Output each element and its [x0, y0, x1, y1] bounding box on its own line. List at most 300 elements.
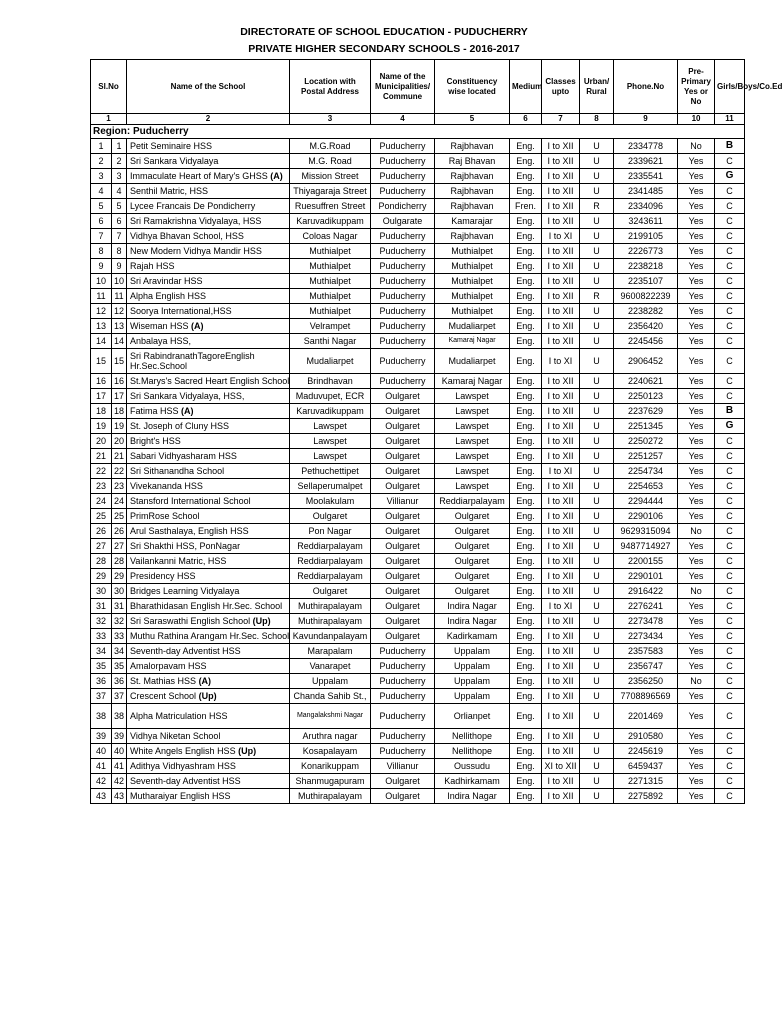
- school-name-cell: [127, 569, 290, 584]
- classes-cell: I to XII: [542, 419, 580, 434]
- school-number-cell: 20: [112, 434, 127, 449]
- pre-primary-cell: Yes: [678, 259, 715, 274]
- urban-rural-cell: U: [580, 479, 614, 494]
- constituency-cell: Muthialpet: [435, 304, 510, 319]
- school-number-cell: 12: [112, 304, 127, 319]
- medium-cell: Eng.: [510, 789, 542, 804]
- school-number-cell: 40: [112, 744, 127, 759]
- phone-cell: 2271315: [614, 774, 678, 789]
- medium-cell: Eng.: [510, 509, 542, 524]
- pre-primary-cell: Yes: [678, 304, 715, 319]
- school-name-cell: [127, 259, 290, 274]
- location-cell: Muthialpet: [290, 289, 371, 304]
- pre-primary-cell: Yes: [678, 274, 715, 289]
- phone-cell: 2240621: [614, 374, 678, 389]
- school-number-cell: 42: [112, 774, 127, 789]
- school-tag: (A): [181, 406, 194, 416]
- constituency-cell: Mudaliarpet: [435, 349, 510, 374]
- school-number-cell: 27: [112, 539, 127, 554]
- school-name-cell: [127, 229, 290, 244]
- classes-cell: I to XII: [542, 729, 580, 744]
- gender-type-cell: B: [715, 404, 745, 419]
- gender-type-cell: B: [715, 139, 745, 154]
- table-row: [91, 319, 745, 334]
- school-tag: (A): [191, 321, 204, 331]
- location-cell: Kosapalayam: [290, 744, 371, 759]
- school-name-cell: [127, 629, 290, 644]
- school-name-cell: [127, 554, 290, 569]
- school-name-cell: [127, 509, 290, 524]
- classes-cell: I to XII: [542, 259, 580, 274]
- gender-type-cell: C: [715, 614, 745, 629]
- urban-rural-cell: U: [580, 524, 614, 539]
- pre-primary-cell: Yes: [678, 464, 715, 479]
- serial-number-cell: 7: [91, 229, 112, 244]
- location-cell: Muthialpet: [290, 259, 371, 274]
- table-row: [91, 229, 745, 244]
- serial-number-cell: 30: [91, 584, 112, 599]
- constituency-cell: Oussudu: [435, 759, 510, 774]
- pre-primary-cell: Yes: [678, 154, 715, 169]
- school-name-cell: [127, 729, 290, 744]
- gender-type-cell: C: [715, 644, 745, 659]
- urban-rural-cell: R: [580, 199, 614, 214]
- urban-rural-cell: U: [580, 729, 614, 744]
- classes-cell: I to XII: [542, 374, 580, 389]
- school-name-cell: [127, 199, 290, 214]
- school-name-cell: [127, 139, 290, 154]
- school-number-cell: 3: [112, 169, 127, 184]
- table-row: [91, 759, 745, 774]
- urban-rural-cell: U: [580, 419, 614, 434]
- column-number: 5: [435, 114, 510, 125]
- table-row: [91, 199, 745, 214]
- serial-number-cell: 9: [91, 259, 112, 274]
- column-number: 11: [715, 114, 745, 125]
- table-row: [91, 404, 745, 419]
- municipality-cell: Oulgaret: [371, 419, 435, 434]
- pre-primary-cell: Yes: [678, 349, 715, 374]
- gender-type-cell: C: [715, 349, 745, 374]
- phone-cell: 2254653: [614, 479, 678, 494]
- column-number: 6: [510, 114, 542, 125]
- gender-type-cell: C: [715, 539, 745, 554]
- serial-number-cell: 13: [91, 319, 112, 334]
- table-row: [91, 524, 745, 539]
- location-cell: Santhi Nagar: [290, 334, 371, 349]
- medium-cell: Eng.: [510, 449, 542, 464]
- classes-cell: I to XII: [542, 629, 580, 644]
- table-row: [91, 154, 745, 169]
- school-name-text: Sri Saraswathi English School: [130, 616, 251, 626]
- urban-rural-cell: U: [580, 704, 614, 729]
- gender-type-cell: C: [715, 744, 745, 759]
- medium-cell: Eng.: [510, 169, 542, 184]
- school-name-cell: [127, 599, 290, 614]
- constituency-cell: Muthialpet: [435, 289, 510, 304]
- serial-number-cell: 12: [91, 304, 112, 319]
- column-number-row: [91, 114, 745, 125]
- municipality-cell: Puducherry: [371, 374, 435, 389]
- table-row: [91, 509, 745, 524]
- phone-cell: 2226773: [614, 244, 678, 259]
- school-name-text: Lycee Francais De Pondicherry: [130, 201, 256, 211]
- school-name-cell: [127, 774, 290, 789]
- table-row: [91, 774, 745, 789]
- school-name-text: Arul Sasthalaya, English HSS: [130, 526, 249, 536]
- school-name-text: Sri Sankara Vidyalaya, HSS,: [130, 391, 245, 401]
- municipality-cell: Oulgaret: [371, 569, 435, 584]
- medium-cell: Eng.: [510, 524, 542, 539]
- location-cell: Uppalam: [290, 674, 371, 689]
- constituency-cell: Kamaraj Nagar: [435, 374, 510, 389]
- location-cell: Oulgaret: [290, 509, 371, 524]
- location-cell: Chanda Sahib St.,: [290, 689, 371, 704]
- urban-rural-cell: U: [580, 389, 614, 404]
- column-number: 8: [580, 114, 614, 125]
- school-name-text: Seventh-day Adventist HSS: [130, 776, 241, 786]
- location-cell: Sellaperumalpet: [290, 479, 371, 494]
- school-number-cell: 6: [112, 214, 127, 229]
- constituency-cell: Kadhirkamam: [435, 774, 510, 789]
- serial-number-cell: 24: [91, 494, 112, 509]
- classes-cell: I to XII: [542, 214, 580, 229]
- header-location: Location with Postal Address: [290, 60, 371, 114]
- gender-type-cell: C: [715, 229, 745, 244]
- medium-cell: Eng.: [510, 674, 542, 689]
- urban-rural-cell: U: [580, 154, 614, 169]
- constituency-cell: Rajbhavan: [435, 169, 510, 184]
- table-row: [91, 334, 745, 349]
- gender-type-cell: C: [715, 244, 745, 259]
- school-number-cell: 43: [112, 789, 127, 804]
- region-row: [91, 125, 745, 139]
- constituency-cell: Rajbhavan: [435, 139, 510, 154]
- medium-cell: Eng.: [510, 304, 542, 319]
- location-cell: Karuvadikuppam: [290, 214, 371, 229]
- phone-cell: 2357583: [614, 644, 678, 659]
- municipality-cell: Oulgaret: [371, 404, 435, 419]
- school-name-cell: [127, 404, 290, 419]
- urban-rural-cell: U: [580, 644, 614, 659]
- municipality-cell: Oulgaret: [371, 584, 435, 599]
- school-name-text: Alpha English HSS: [130, 291, 207, 301]
- location-cell: Oulgaret: [290, 584, 371, 599]
- location-cell: Reddiarpalayam: [290, 569, 371, 584]
- serial-number-cell: 21: [91, 449, 112, 464]
- school-number-cell: 37: [112, 689, 127, 704]
- pre-primary-cell: Yes: [678, 184, 715, 199]
- table-row: [91, 374, 745, 389]
- pre-primary-cell: Yes: [678, 169, 715, 184]
- location-cell: Pethuchettipet: [290, 464, 371, 479]
- school-number-cell: 22: [112, 464, 127, 479]
- serial-number-cell: 2: [91, 154, 112, 169]
- school-name-cell: [127, 319, 290, 334]
- constituency-cell: Mudaliarpet: [435, 319, 510, 334]
- pre-primary-cell: Yes: [678, 434, 715, 449]
- school-name-cell: [127, 349, 290, 374]
- school-number-cell: 24: [112, 494, 127, 509]
- table-row: [91, 304, 745, 319]
- classes-cell: I to XII: [542, 154, 580, 169]
- medium-cell: Eng.: [510, 599, 542, 614]
- school-name-text: Rajah HSS: [130, 261, 175, 271]
- pre-primary-cell: Yes: [678, 289, 715, 304]
- classes-cell: I to XII: [542, 584, 580, 599]
- table-row: [91, 659, 745, 674]
- medium-cell: Fren.: [510, 199, 542, 214]
- serial-number-cell: 37: [91, 689, 112, 704]
- urban-rural-cell: U: [580, 334, 614, 349]
- school-name-text: Vivekananda HSS: [130, 481, 203, 491]
- medium-cell: Eng.: [510, 389, 542, 404]
- classes-cell: I to XII: [542, 479, 580, 494]
- gender-type-cell: C: [715, 319, 745, 334]
- classes-cell: I to XI: [542, 464, 580, 479]
- location-cell: Muthialpet: [290, 244, 371, 259]
- serial-number-cell: 33: [91, 629, 112, 644]
- school-name-cell: [127, 704, 290, 729]
- medium-cell: Eng.: [510, 774, 542, 789]
- serial-number-cell: 39: [91, 729, 112, 744]
- location-cell: Lawspet: [290, 419, 371, 434]
- school-name-text: Adithya Vidhyashram HSS: [130, 761, 236, 771]
- school-name-cell: [127, 689, 290, 704]
- phone-cell: 2356420: [614, 319, 678, 334]
- pre-primary-cell: No: [678, 139, 715, 154]
- school-number-cell: 5: [112, 199, 127, 214]
- school-number-cell: 10: [112, 274, 127, 289]
- location-cell: Moolakulam: [290, 494, 371, 509]
- location-cell: Mangalakshmi Nagar: [290, 704, 371, 729]
- pre-primary-cell: No: [678, 674, 715, 689]
- medium-cell: Eng.: [510, 644, 542, 659]
- table-row: [91, 629, 745, 644]
- school-name-cell: [127, 184, 290, 199]
- pre-primary-cell: Yes: [678, 319, 715, 334]
- constituency-cell: Lawspet: [435, 419, 510, 434]
- school-tag: (A): [198, 676, 212, 686]
- phone-cell: 2254734: [614, 464, 678, 479]
- school-name-text: Seventh-day Adventist HSS: [130, 646, 241, 656]
- municipality-cell: Oulgaret: [371, 389, 435, 404]
- gender-type-cell: G: [715, 169, 745, 184]
- serial-number-cell: 26: [91, 524, 112, 539]
- document-title: DIRECTORATE OF SCHOOL EDUCATION - PUDUCHERRY: [240, 26, 528, 38]
- school-name-cell: [127, 789, 290, 804]
- column-number: 2: [127, 114, 290, 125]
- constituency-cell: Nellithope: [435, 744, 510, 759]
- classes-cell: I to XII: [542, 319, 580, 334]
- serial-number-cell: 36: [91, 674, 112, 689]
- location-cell: Muthirapalayam: [290, 599, 371, 614]
- constituency-cell: Lawspet: [435, 479, 510, 494]
- gender-type-cell: C: [715, 374, 745, 389]
- urban-rural-cell: U: [580, 319, 614, 334]
- school-number-cell: 26: [112, 524, 127, 539]
- school-number-cell: 35: [112, 659, 127, 674]
- gender-type-cell: C: [715, 184, 745, 199]
- gender-type-cell: C: [715, 389, 745, 404]
- medium-cell: Eng.: [510, 479, 542, 494]
- classes-cell: I to XII: [542, 494, 580, 509]
- constituency-cell: Nellithope: [435, 729, 510, 744]
- table-row: [91, 214, 745, 229]
- school-number-cell: 31: [112, 599, 127, 614]
- location-cell: Lawspet: [290, 434, 371, 449]
- urban-rural-cell: U: [580, 789, 614, 804]
- urban-rural-cell: U: [580, 374, 614, 389]
- table-row: [91, 569, 745, 584]
- medium-cell: Eng.: [510, 434, 542, 449]
- gender-type-cell: C: [715, 569, 745, 584]
- serial-number-cell: 18: [91, 404, 112, 419]
- gender-type-cell: C: [715, 434, 745, 449]
- location-cell: Mission Street: [290, 169, 371, 184]
- constituency-cell: Lawspet: [435, 404, 510, 419]
- header-school-name: Name of the School: [127, 60, 290, 114]
- urban-rural-cell: U: [580, 349, 614, 374]
- school-number-cell: 15: [112, 349, 127, 374]
- school-name-text: Stansford International School: [130, 496, 251, 506]
- pre-primary-cell: Yes: [678, 539, 715, 554]
- header-classes: Classes upto: [542, 60, 580, 114]
- school-number-cell: 34: [112, 644, 127, 659]
- constituency-cell: Uppalam: [435, 644, 510, 659]
- table-row: [91, 419, 745, 434]
- school-name-text: PrimRose School: [130, 511, 200, 521]
- school-name-text: Immaculate Heart of Mary's GHSS: [130, 171, 268, 181]
- gender-type-cell: C: [715, 334, 745, 349]
- medium-cell: Eng.: [510, 319, 542, 334]
- pre-primary-cell: Yes: [678, 554, 715, 569]
- school-name-text: Amalorpavam HSS: [130, 661, 207, 671]
- urban-rural-cell: U: [580, 659, 614, 674]
- table-row: [91, 139, 745, 154]
- constituency-cell: Kamarajar: [435, 214, 510, 229]
- municipality-cell: Puducherry: [371, 304, 435, 319]
- phone-cell: 2335541: [614, 169, 678, 184]
- pre-primary-cell: Yes: [678, 659, 715, 674]
- pre-primary-cell: Yes: [678, 614, 715, 629]
- medium-cell: Eng.: [510, 184, 542, 199]
- municipality-cell: Oulgaret: [371, 614, 435, 629]
- school-number-cell: 36: [112, 674, 127, 689]
- table-row: [91, 464, 745, 479]
- urban-rural-cell: U: [580, 774, 614, 789]
- location-cell: M.G. Road: [290, 154, 371, 169]
- school-name-cell: [127, 524, 290, 539]
- school-number-cell: 2: [112, 154, 127, 169]
- serial-number-cell: 41: [91, 759, 112, 774]
- serial-number-cell: 43: [91, 789, 112, 804]
- school-name-text: Bridges Learning Vidyalaya: [130, 586, 240, 596]
- phone-cell: 2251345: [614, 419, 678, 434]
- school-tag: (A): [270, 171, 283, 181]
- municipality-cell: Puducherry: [371, 154, 435, 169]
- constituency-cell: Oulgaret: [435, 539, 510, 554]
- constituency-cell: Oulgaret: [435, 569, 510, 584]
- school-number-cell: 38: [112, 704, 127, 729]
- school-number-cell: 39: [112, 729, 127, 744]
- location-cell: Shanmugapuram: [290, 774, 371, 789]
- serial-number-cell: 27: [91, 539, 112, 554]
- constituency-cell: Raj Bhavan: [435, 154, 510, 169]
- table-header-row: [91, 60, 745, 114]
- school-tag: (Up): [198, 691, 217, 701]
- school-name-cell: [127, 614, 290, 629]
- municipality-cell: Puducherry: [371, 184, 435, 199]
- serial-number-cell: 19: [91, 419, 112, 434]
- region-label: Region: Puducherry: [91, 125, 745, 139]
- classes-cell: I to XII: [542, 184, 580, 199]
- school-name-text: Petit Seminaire HSS: [130, 141, 213, 151]
- municipality-cell: Puducherry: [371, 729, 435, 744]
- header-girls-boys: Girls/Boys/Co.Ed: [715, 60, 745, 114]
- serial-number-cell: 1: [91, 139, 112, 154]
- serial-number-cell: 29: [91, 569, 112, 584]
- school-name-text: Mutharaiyar English HSS: [130, 791, 231, 801]
- medium-cell: Eng.: [510, 419, 542, 434]
- medium-cell: Eng.: [510, 464, 542, 479]
- school-name-text: New Modern Vidhya Mandir HSS: [130, 246, 262, 256]
- phone-cell: 2238218: [614, 259, 678, 274]
- constituency-cell: Kadirkamam: [435, 629, 510, 644]
- municipality-cell: Oulgaret: [371, 774, 435, 789]
- municipality-cell: Puducherry: [371, 229, 435, 244]
- constituency-cell: Rajbhavan: [435, 184, 510, 199]
- constituency-cell: Indira Nagar: [435, 599, 510, 614]
- urban-rural-cell: U: [580, 274, 614, 289]
- table-row: [91, 744, 745, 759]
- medium-cell: Eng.: [510, 614, 542, 629]
- classes-cell: I to XI: [542, 349, 580, 374]
- classes-cell: I to XII: [542, 659, 580, 674]
- table-row: [91, 184, 745, 199]
- school-number-cell: 21: [112, 449, 127, 464]
- urban-rural-cell: U: [580, 184, 614, 199]
- constituency-cell: Indira Nagar: [435, 789, 510, 804]
- classes-cell: I to XII: [542, 244, 580, 259]
- constituency-cell: Uppalam: [435, 689, 510, 704]
- school-name-text: Vidhya Niketan School: [130, 731, 221, 741]
- location-cell: Muthirapalayam: [290, 789, 371, 804]
- phone-cell: 2334096: [614, 199, 678, 214]
- table-row: [91, 289, 745, 304]
- municipality-cell: Oulgaret: [371, 449, 435, 464]
- municipality-cell: Oulgaret: [371, 509, 435, 524]
- location-cell: Brindhavan: [290, 374, 371, 389]
- school-name-cell: [127, 434, 290, 449]
- location-cell: Muthirapalayam: [290, 614, 371, 629]
- urban-rural-cell: U: [580, 244, 614, 259]
- gender-type-cell: C: [715, 789, 745, 804]
- serial-number-cell: 6: [91, 214, 112, 229]
- classes-cell: I to XI: [542, 229, 580, 244]
- urban-rural-cell: U: [580, 554, 614, 569]
- table-row: [91, 689, 745, 704]
- gender-type-cell: C: [715, 599, 745, 614]
- urban-rural-cell: U: [580, 449, 614, 464]
- serial-number-cell: 3: [91, 169, 112, 184]
- phone-cell: 2200155: [614, 554, 678, 569]
- serial-number-cell: 14: [91, 334, 112, 349]
- municipality-cell: Puducherry: [371, 659, 435, 674]
- school-name-text: Sri Aravindar HSS: [130, 276, 203, 286]
- school-number-cell: 9: [112, 259, 127, 274]
- location-cell: Mudaliarpet: [290, 349, 371, 374]
